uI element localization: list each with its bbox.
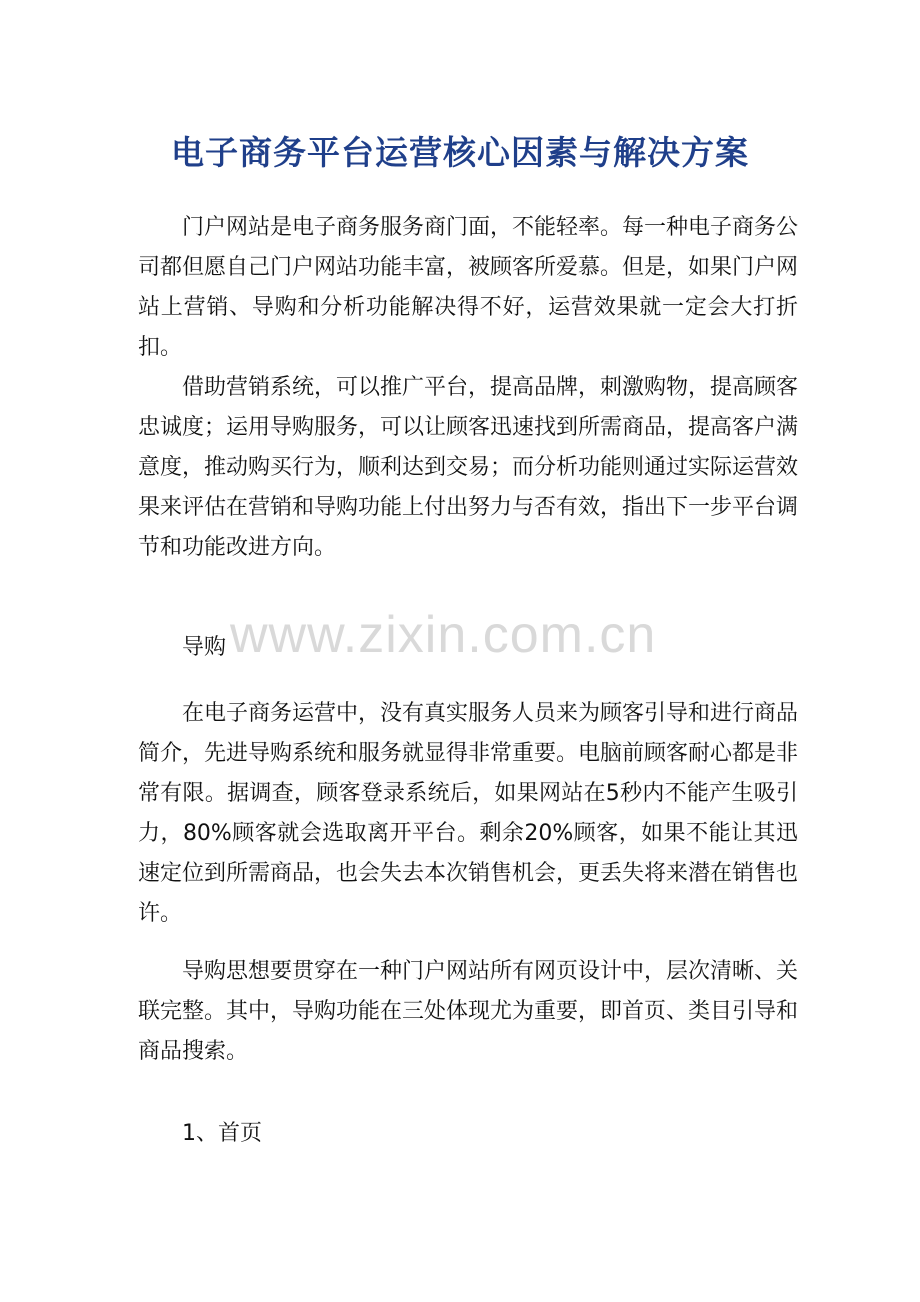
paragraph-guide-concept: 导购思想要贯穿在一种门户网站所有网页设计中，层次清晰、关联完整。其中，导购功能在三处体现尤为重要，即首页、类目引导和商品搜索。 xyxy=(138,959,799,1064)
paragraph-marketing-system: 借助营销系统，可以推广平台，提高品牌，刺激购物，提高顾客忠诚度；运用导购服务，可以让顾客迅速找到所需商品，提高客户满意度，推动购买行为，顺利达到交易；而分析功能则通过实际运营效果来评估在营销和导购功能上付出努力与否有效，指出下一步平台调节和功能改进方向。 xyxy=(138,375,799,560)
paragraph-shopping-guide: 在电子商务运营中，没有真实服务人员来为顾客引导和进行商品简介，先进导购系统和服务就显得非常重要。电脑前顾客耐心都是非常有限。据调查，顾客登录系统后，如果网站在5秒内不能产生吸引力，80%顾客就会选取离开平台。剩余20%顾客，如果不能让其迅速定位到所需商品，也会失去本次销售机会，更丢失将来潜在销售也许。 xyxy=(138,701,799,926)
section-heading-homepage: 1、首页 xyxy=(182,1121,262,1146)
watermark: www.zixin.com.cn xyxy=(230,606,657,664)
document-title: 电子商务平台运营核心因素与解决方案 xyxy=(171,133,749,172)
paragraph-intro: 门户网站是电子商务服务商门面，不能轻率。每一种电子商务公司都但愿自己门户网站功能丰富，被顾客所爱慕。但是，如果门户网站上营销、导购和分析功能解决得不好，运营效果就一定会大打折扣。 xyxy=(138,215,799,360)
section-heading-shopping-guide: 导购 xyxy=(182,635,227,660)
